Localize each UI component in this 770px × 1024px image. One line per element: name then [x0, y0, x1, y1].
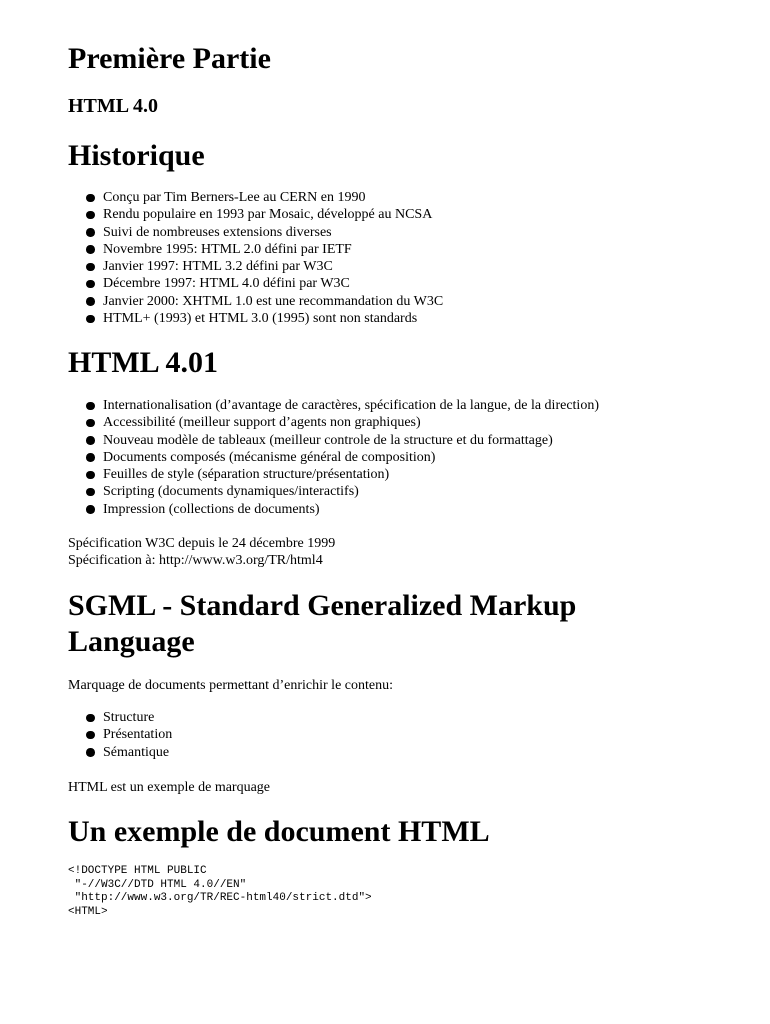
list-item: Scripting (documents dynamiques/interactifs)	[68, 483, 748, 500]
list-item: HTML+ (1993) et HTML 3.0 (1995) sont non standards	[68, 310, 748, 327]
spec-date-line: Spécification W3C depuis le 24 décembre 1999	[68, 536, 336, 551]
list-item: Feuilles de style (séparation structure/présentation)	[68, 466, 748, 483]
historique-list	[68, 189, 748, 327]
list-item: Janvier 2000: XHTML 1.0 est une recommandation du W3C	[68, 293, 748, 310]
list-item: Rendu populaire en 1993 par Mosaic, développé au NCSA	[68, 206, 748, 223]
list-item: Nouveau modèle de tableaux (meilleur controle de la structure et du formattage)	[68, 432, 748, 449]
list-item: Novembre 1995: HTML 2.0 défini par IETF	[68, 241, 748, 258]
exemple-heading: Un exemple de document HTML	[68, 815, 490, 848]
spec-url-line: Spécification à: http://www.w3.org/TR/html4	[68, 553, 323, 568]
list-item: Structure	[68, 709, 748, 726]
historique-heading: Historique	[68, 139, 205, 172]
html401-heading: HTML 4.01	[68, 346, 219, 379]
sgml-heading-line-1: SGML - Standard Generalized Markup	[68, 589, 577, 622]
list-item: Sémantique	[68, 744, 748, 761]
code-line: <HTML>	[68, 905, 108, 918]
list-item: Conçu par Tim Berners-Lee au CERN en 1990	[68, 189, 748, 206]
part-title: Première Partie	[68, 42, 271, 75]
code-line: <!DOCTYPE HTML PUBLIC	[68, 865, 207, 877]
list-item: Internationalisation (d’avantage de caractères, spécification de la langue, de la direction)	[68, 397, 748, 414]
sgml-intro: Marquage de documents permettant d’enrichir le contenu:	[68, 678, 393, 693]
list-item: Décembre 1997: HTML 4.0 défini par W3C	[68, 275, 748, 292]
sgml-list	[68, 709, 748, 761]
code-line: "-//W3C//DTD HTML 4.0//EN"	[68, 878, 247, 891]
list-item: Présentation	[68, 726, 748, 743]
sgml-heading-line-2: Language	[68, 625, 195, 658]
list-item: Impression (collections de documents)	[68, 501, 748, 518]
code-line: "http://www.w3.org/TR/REC-html40/strict.dtd">	[68, 892, 372, 905]
html401-list	[68, 397, 748, 518]
list-item: Suivi de nombreuses extensions diverses	[68, 224, 748, 241]
list-item: Documents composés (mécanisme général de composition)	[68, 449, 748, 466]
code-block	[68, 865, 372, 919]
sgml-outro: HTML est un exemple de marquage	[68, 780, 271, 795]
part-subtitle: HTML 4.0	[68, 95, 159, 117]
list-item: Janvier 1997: HTML 3.2 défini par W3C	[68, 258, 748, 275]
list-item: Accessibilité (meilleur support d’agents non graphiques)	[68, 414, 748, 431]
